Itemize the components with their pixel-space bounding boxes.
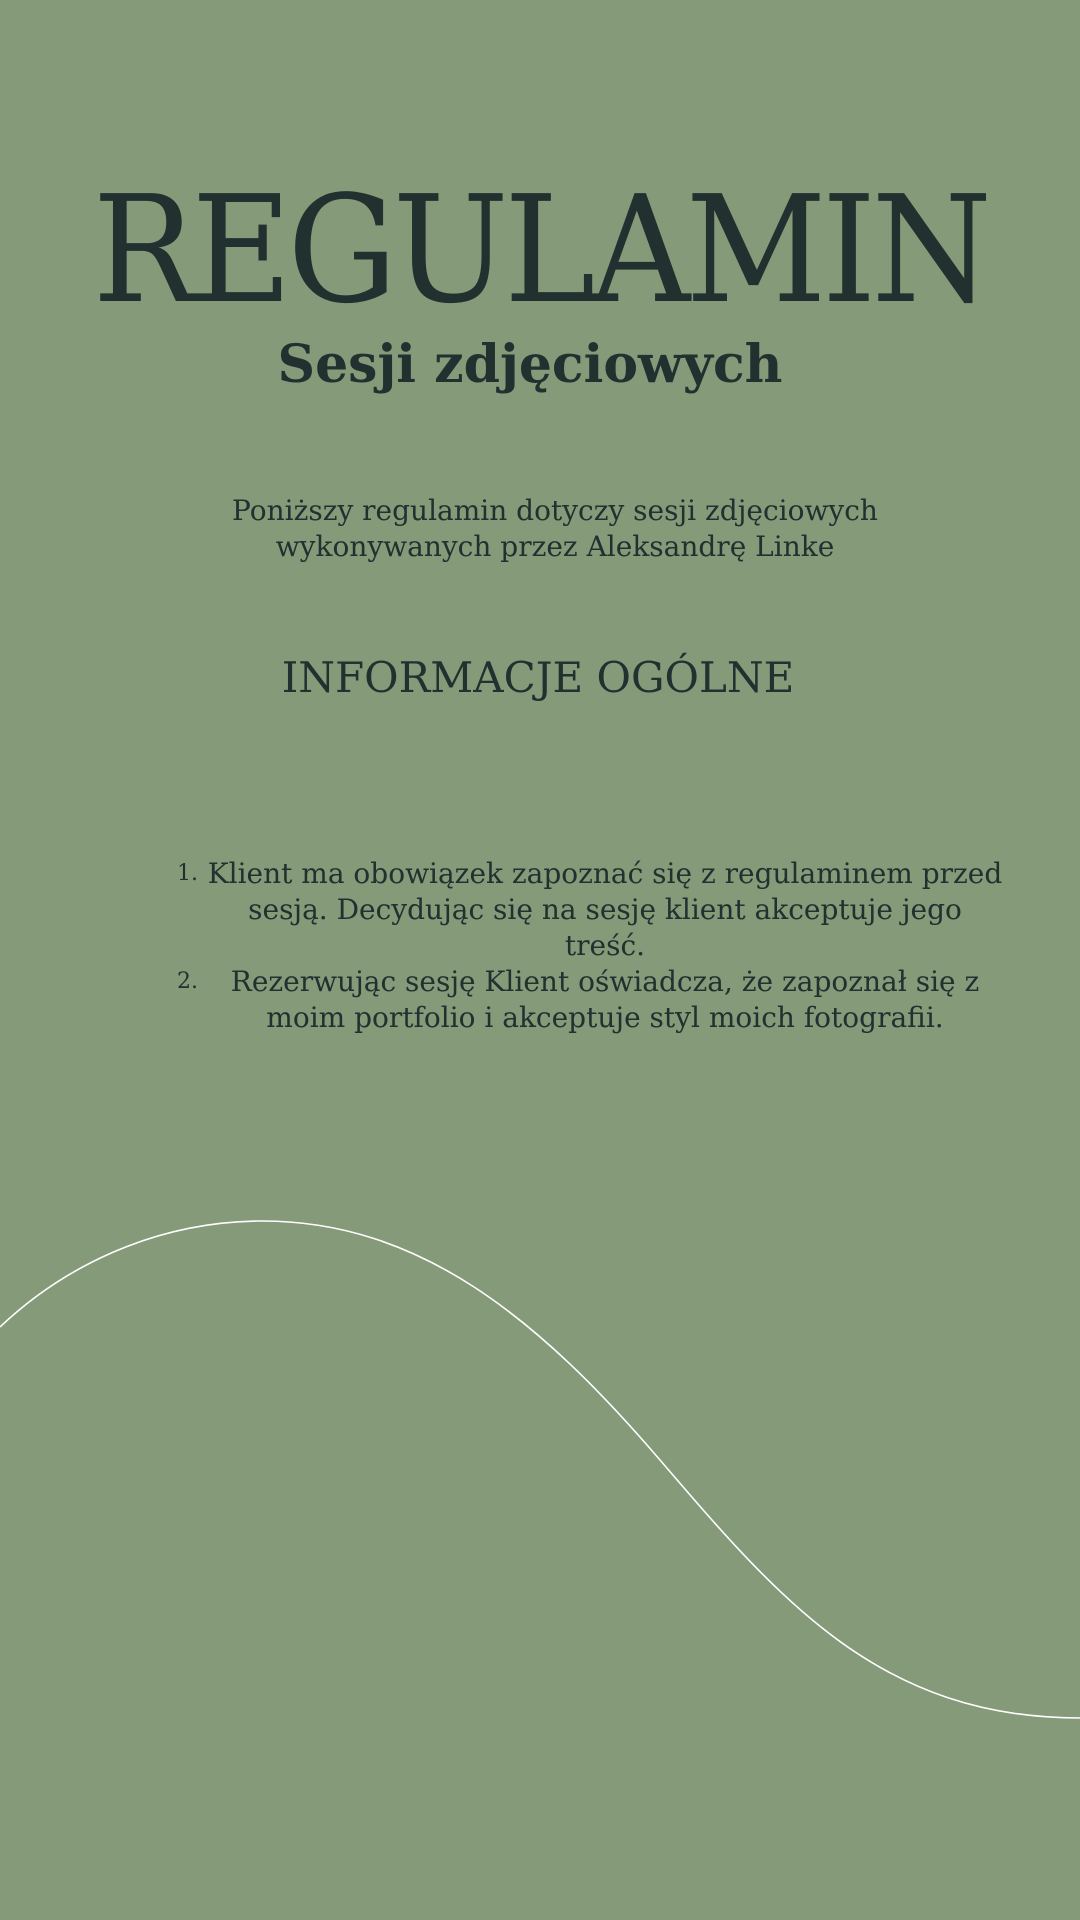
page-subtitle: Sesji zdjęciowych: [277, 334, 783, 395]
list-item-number: 1.: [177, 861, 198, 886]
list-item: [165, 856, 1005, 964]
list-item-number: 2.: [177, 969, 198, 994]
rules-list: [165, 856, 1005, 1036]
list-item-text: Rezerwując sesję Klient oświadcza, że zapoznał się z moim portfolio i akceptuje styl moich fotografii.: [230, 965, 980, 1034]
intro-paragraph: Poniższy regulamin dotyczy sesji zdjęciowych wykonywanych przez Aleksandrę Linke: [232, 494, 878, 563]
list-item-text: Klient ma obowiązek zapoznać się z regulaminem przed sesją. Decydując się na sesję klient akceptuje jego treść.: [207, 857, 1003, 962]
list-item: [165, 964, 1005, 1036]
section-heading: INFORMACJE OGÓLNE: [281, 653, 795, 702]
page-title: REGULAMIN: [92, 164, 988, 336]
